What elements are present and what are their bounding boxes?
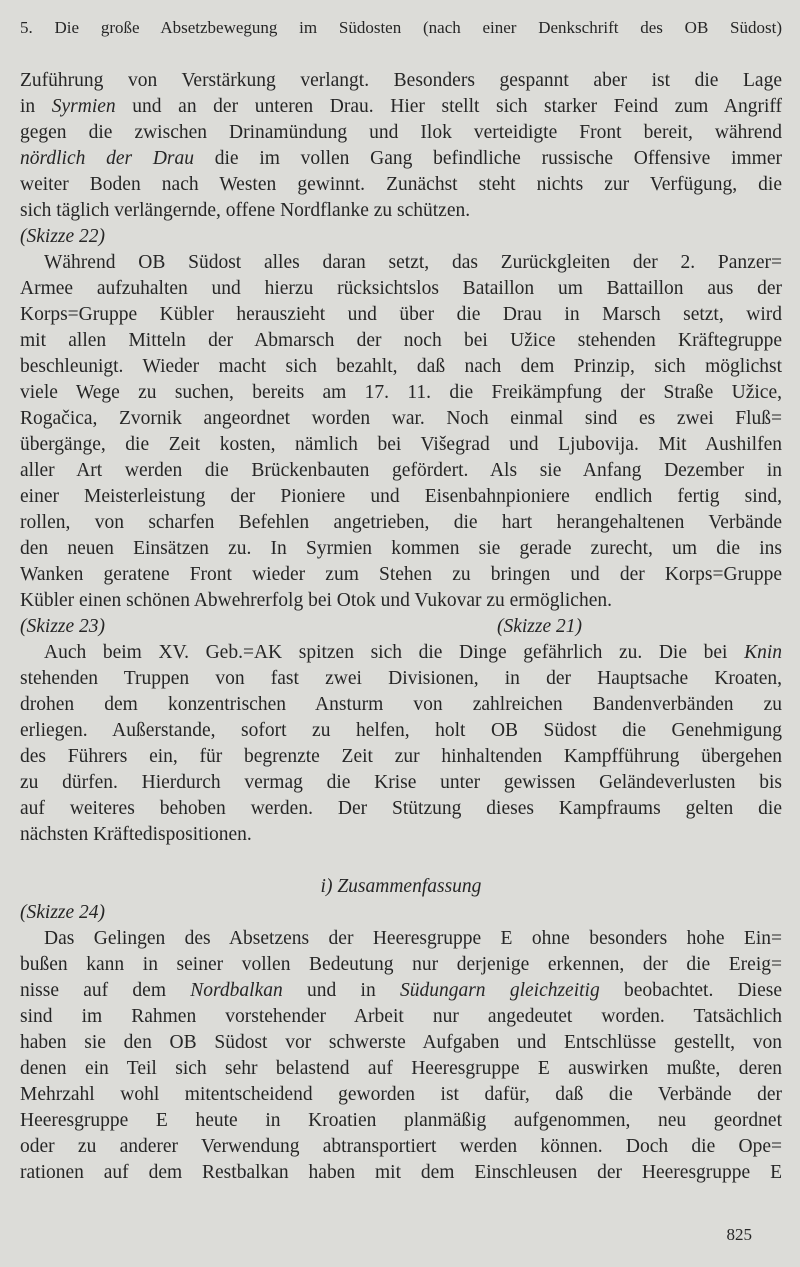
text-segment: drohen dem konzentrischen Ansturm von zahlreichen Bandenverbänden zu — [20, 694, 782, 715]
text-line — [20, 94, 782, 120]
italic-text: (Skizze 22) — [20, 226, 106, 247]
text-segment: Das Gelingen des Absetzens der Heeresgruppe E ohne besonders hohe Ein= — [44, 928, 782, 949]
text-line — [20, 120, 782, 146]
text-line — [20, 978, 782, 1004]
text-line — [20, 68, 782, 94]
text-line — [20, 718, 782, 744]
blank-line — [20, 848, 782, 874]
text-segment: rollen, von scharfen Befehlen angetrieben, die hart herangehaltenen Verbände — [20, 512, 782, 533]
text-segment: beobachtet. Diese — [599, 980, 783, 1001]
text-line — [20, 1056, 782, 1082]
text-line — [20, 302, 782, 328]
text-segment: die im vollen Gang befindliche russische Offensive immer — [194, 148, 782, 169]
text-line — [20, 536, 782, 562]
text-line — [20, 614, 782, 640]
text-line — [20, 822, 782, 848]
text-line — [20, 510, 782, 536]
text-line — [20, 562, 782, 588]
italic-text: nördlich der Drau — [20, 148, 195, 169]
text-line — [20, 406, 782, 432]
text-segment: nisse auf dem — [20, 980, 191, 1001]
text-segment: gegen die zwischen Drinamündung und Ilok verteidigte Front bereit, während — [20, 122, 782, 143]
text-line — [20, 250, 782, 276]
text-segment: Heeresgruppe E heute in Kroatien planmäßig aufgenommen, neu geordnet — [20, 1110, 782, 1131]
text-segment: oder zu anderer Verwendung abtransportiert werden können. Doch die Ope= — [20, 1136, 782, 1157]
italic-text: i) Zusammenfassung — [320, 876, 482, 897]
text-line — [20, 1082, 782, 1108]
text-line — [20, 952, 782, 978]
text-segment: denen ein Teil sich sehr belastend auf Heeresgruppe E auswirken mußte, deren — [20, 1058, 782, 1079]
text-line — [20, 1004, 782, 1030]
text-line — [20, 666, 782, 692]
text-segment: stehenden Truppen von fast zwei Divisionen, in der Hauptsache Kroaten, — [20, 668, 782, 689]
text-segment: aller Art werden die Brückenbauten gefördert. Als sie Anfang Dezember in — [20, 460, 782, 481]
text-line — [20, 484, 782, 510]
text-segment: rationen auf dem Restbalkan haben mit dem Einschleusen der Heeresgruppe E — [20, 1162, 782, 1183]
text-line — [20, 926, 782, 952]
italic-text: Nordbalkan — [190, 980, 283, 1001]
italic-text: Südungarn gleichzeitig — [399, 980, 600, 1001]
italic-text: Syrmien — [51, 96, 116, 117]
text-segment: Kübler einen schönen Abwehrerfolg bei Otok und Vukovar zu ermöglichen. — [20, 590, 612, 611]
text-line — [20, 796, 782, 822]
text-line — [20, 146, 782, 172]
text-line — [20, 172, 782, 198]
text-line — [20, 354, 782, 380]
text-segment: Zuführung von Verstärkung verlangt. Besonders gespannt aber ist die Lage — [20, 70, 782, 91]
text-line — [20, 640, 782, 666]
text-line — [20, 588, 782, 614]
italic-text: Knin — [744, 642, 782, 663]
text-line — [20, 1030, 782, 1056]
text-segment: haben sie den OB Südost vor schwerste Aufgaben und Entschlüsse gestellt, von — [20, 1032, 782, 1053]
text-segment: Auch beim XV. Geb.=AK spitzen sich die Dinge gefährlich zu. Die bei — [44, 642, 745, 663]
text-segment: auf weiteres behoben werden. Der Stützung dieses Kampfraums gelten die — [20, 798, 782, 819]
text-line — [20, 380, 782, 406]
text-segment: einer Meisterleistung der Pioniere und Eisenbahnpioniere endlich fertig sind, — [20, 486, 782, 507]
body-text — [20, 68, 782, 1186]
text-segment: nächsten Kräftedispositionen. — [20, 824, 252, 845]
text-segment: Rogačica, Zvornik angeordnet worden war. Noch einmal sind es zwei Fluß= — [20, 408, 782, 429]
text-segment: weiter Boden nach Westen gewinnt. Zunächst steht nichts zur Verfügung, die — [20, 174, 782, 195]
text-line — [20, 1134, 782, 1160]
text-segment: Mehrzahl wohl mitentscheidend geworden ist dafür, daß die Verbände der — [20, 1084, 782, 1105]
text-segment: und an der unteren Drau. Hier stellt sich starker Feind zum Angriff — [115, 96, 782, 117]
text-segment: des Führers ein, für begrenzte Zeit zur hinhaltenden Kampfführung übergehen — [20, 746, 782, 767]
text-line — [20, 692, 782, 718]
text-segment: zu dürfen. Hierdurch vermag die Krise unter gewissen Geländeverlusten bis — [20, 772, 782, 793]
text-segment: in — [20, 96, 52, 117]
italic-text: (Skizze 24) — [20, 902, 106, 923]
text-line — [20, 770, 782, 796]
text-segment: übergänge, die Zeit kosten, nämlich bei Višegrad und Ljubovija. Mit Aushilfen — [20, 434, 782, 455]
text-line — [20, 198, 782, 224]
text-line — [20, 744, 782, 770]
text-segment: viele Wege zu suchen, bereits am 17. 11. die Freikämpfung der Straße Užice, — [20, 382, 782, 403]
italic-text: (Skizze 23) — [20, 616, 106, 637]
text-segment: bußen kann in seiner vollen Bedeutung nur derjenige erkennen, der die Ereig= — [20, 954, 782, 975]
text-line — [20, 328, 782, 354]
text-segment: den neuen Einsätzen zu. In Syrmien kommen sie gerade zurecht, um die ins — [20, 538, 782, 559]
text-segment: Wanken geratene Front wieder zum Stehen zu bringen und der Korps=Gruppe — [20, 564, 782, 585]
text-line — [20, 432, 782, 458]
page-number: 825 — [726, 1225, 752, 1244]
text-segment: sich täglich verlängernde, offene Nordflanke zu schützen. — [20, 200, 471, 221]
text-segment: Während OB Südost alles daran setzt, das Zurückgleiten der 2. Panzer= — [44, 252, 782, 273]
section-heading — [20, 874, 782, 900]
text-segment: beschleunigt. Wieder macht sich bezahlt, daß nach dem Prinzip, sich möglichst — [20, 356, 782, 377]
italic-text: (Skizze 21) — [496, 616, 582, 637]
text-line — [20, 458, 782, 484]
text-segment: Korps=Gruppe Kübler herauszieht und über die Drau in Marsch setzt, wird — [20, 304, 782, 325]
text-segment: sind im Rahmen vorstehender Arbeit nur angedeutet worden. Tatsächlich — [20, 1006, 782, 1027]
text-line — [20, 276, 782, 302]
text-line — [20, 224, 782, 250]
text-line — [20, 1108, 782, 1134]
text-segment: Armee aufzuhalten und hierzu rücksichtslos Bataillon um Battaillon aus der — [20, 278, 782, 299]
running-header: 5. Die große Absetzbewegung im Südosten (nach einer Denkschrift des OB Südost) — [20, 18, 782, 37]
text-segment: erliegen. Außerstande, sofort zu helfen, holt OB Südost die Genehmigung — [20, 720, 782, 741]
text-segment: mit allen Mitteln der Abmarsch der noch bei Užice stehenden Kräftegruppe — [20, 330, 782, 351]
text-line — [20, 900, 782, 926]
text-segment: und in — [282, 980, 400, 1001]
text-line — [20, 1160, 782, 1186]
